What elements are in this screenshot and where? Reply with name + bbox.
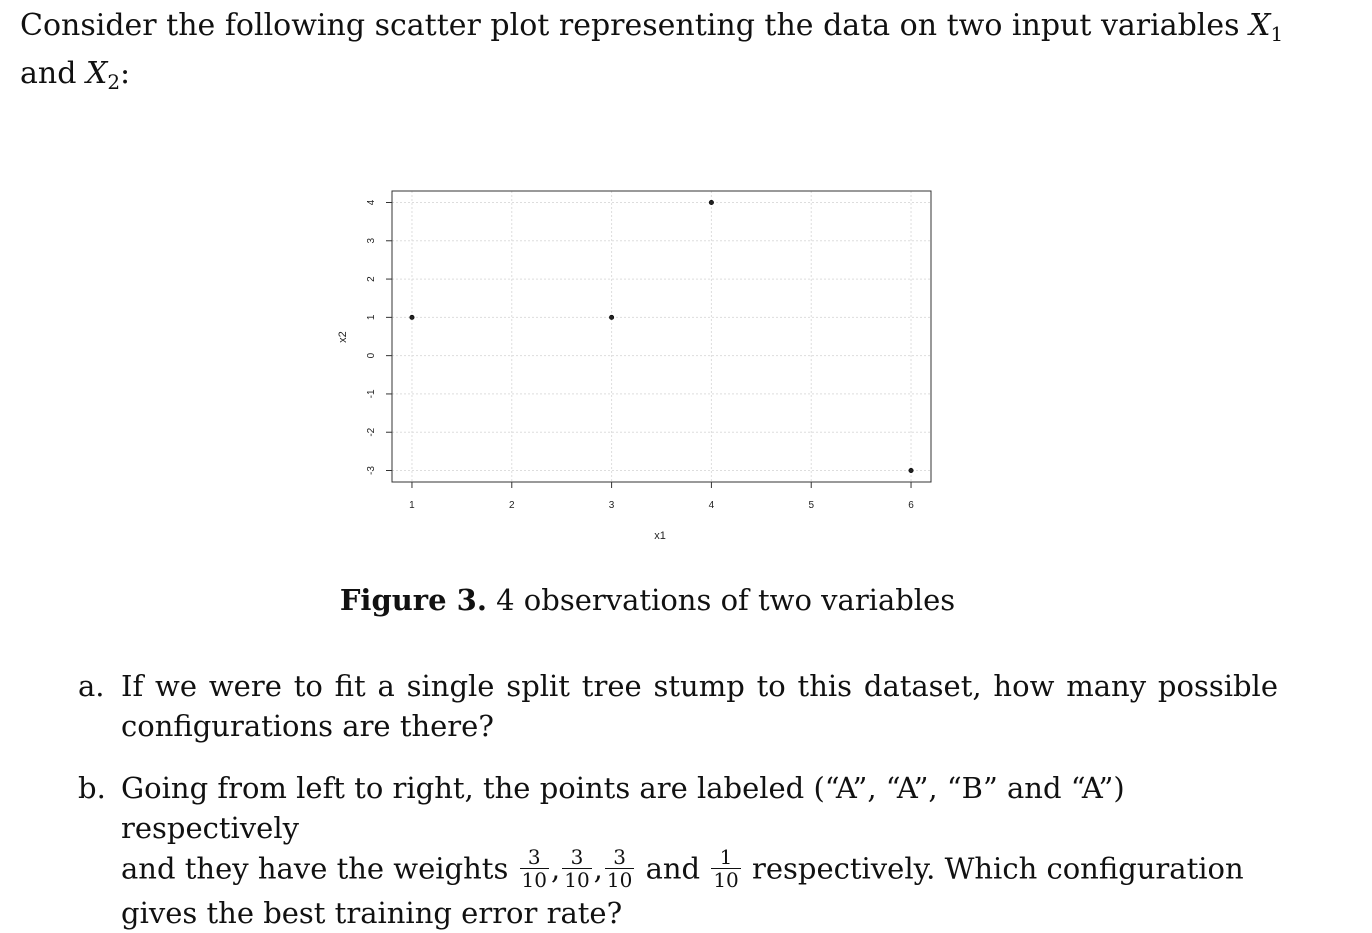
weights-and: and [645, 851, 701, 886]
question-b-line2: and they have the weights $\frac{3}{10}$ , $\frac{3}{10}$ , $\frac{3}{10}$ and $\frac{1}{10}$ respectively. Which configuration [121, 845, 1244, 892]
variable-x1: $X_1$ [1249, 8, 1284, 46]
question-b [78, 768, 1278, 933]
y-tick-label: 4 [366, 199, 377, 206]
x-tick-label: 1 [409, 500, 415, 511]
weights-intro: and they have the weights [121, 851, 509, 886]
x-axis [409, 482, 914, 511]
x-tick-label: 2 [508, 500, 515, 511]
figure-label: Figure 3. [339, 583, 487, 617]
question-a-marker: a. [78, 669, 105, 703]
x-axis-label: x1 [654, 530, 666, 542]
figure-caption-text: 4 observations of two variables [496, 583, 956, 617]
question-b-body [121, 768, 1278, 933]
y-tick-label: -2 [366, 427, 377, 437]
y-tick-label: 0 [366, 352, 377, 359]
data-point [709, 200, 713, 204]
question-a [78, 666, 1278, 746]
weight-3-fraction: $\frac{3}{10}$ [606, 845, 633, 892]
figure-caption [0, 580, 1295, 620]
data-point [410, 315, 414, 319]
weights-outro: respectively. Which configuration [751, 851, 1244, 886]
x-tick-label: 5 [808, 500, 815, 511]
question-b-line1: Going from left to right, the points are labeled (“A”, “A”, “B” and “A”) respectively [121, 771, 1125, 845]
y-tick-label: -1 [366, 389, 377, 399]
question-b-marker: b. [78, 771, 106, 805]
y-axis-label: x2 [337, 331, 349, 343]
y-tick-label: -3 [366, 466, 377, 475]
intro-conjunction: and [20, 56, 86, 91]
data-point [609, 315, 613, 319]
question-b-line3: gives the best training error rate? [121, 896, 623, 930]
question-a-text: If we were to fit a single split tree stump to this dataset, how many possible configurations are there? [121, 669, 1278, 743]
weight-4-fraction: $\frac{1}{10}$ [713, 845, 739, 892]
weight-1-fraction: $\frac{3}{10}$ [521, 845, 547, 892]
y-tick-label: 3 [366, 237, 377, 244]
intro-colon: : [120, 56, 131, 91]
y-tick-label: 1 [366, 314, 377, 321]
grid-layer [392, 191, 931, 482]
y-tick-label: 2 [366, 276, 377, 282]
weight-2-fraction: $\frac{3}{10}$ [564, 845, 590, 892]
intro-text: Consider the following scatter plot representing the data on two input variables [20, 8, 1250, 43]
y-axis [366, 199, 392, 475]
x-tick-label: 4 [708, 500, 715, 511]
data-point [909, 468, 913, 472]
variable-x2: $X_2$ [85, 56, 121, 94]
x-tick-label: 6 [908, 500, 914, 511]
x-tick-label: 3 [608, 500, 615, 511]
plot-frame [392, 191, 931, 482]
